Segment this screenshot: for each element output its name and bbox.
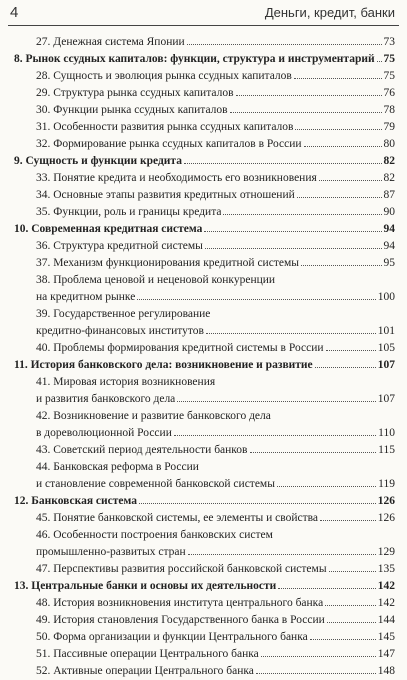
toc-entry-row	[14, 68, 395, 85]
toc-chapter-row	[14, 357, 395, 374]
toc-page-number: 135	[377, 563, 395, 575]
dot-leader	[304, 146, 382, 147]
toc-entry-row	[14, 289, 395, 306]
toc-entry-title: 32. Формирование рынка ссудных капиталов в России	[36, 138, 302, 150]
toc-page-number: 101	[377, 325, 395, 337]
dot-leader	[187, 44, 382, 45]
dot-leader	[137, 299, 375, 300]
toc-entry-row	[14, 527, 395, 544]
toc-page-number: 144	[377, 614, 395, 626]
toc-entry-title: 33. Понятие кредита и необходимость его возникновения	[36, 172, 317, 184]
toc-page-number: 147	[377, 648, 395, 660]
toc-page-number: 107	[377, 359, 395, 371]
toc-chapter-title: 8. Рынок ссудных капиталов: функции, структура и инструментарий	[14, 53, 375, 65]
toc-chapter-title: 13. Центральные банки и основы их деятельности	[14, 580, 277, 592]
toc-chapter-row	[14, 153, 395, 170]
toc-page-number: 126	[377, 512, 395, 524]
toc-entry-title: 39. Государственное регулирование	[36, 308, 211, 320]
toc-entry-row	[14, 204, 395, 221]
toc-page-number: 80	[383, 138, 395, 150]
toc-entry-title: 52. Активные операции Центрального банка	[36, 665, 254, 677]
toc-page-number: 148	[377, 665, 395, 677]
toc-chapter-title: 9. Сущность и функции кредита	[14, 155, 182, 167]
dot-leader	[174, 435, 376, 436]
toc-page-number: 126	[377, 495, 395, 507]
toc-page-number: 100	[377, 291, 395, 303]
toc-entry-title: и развития банковского дела	[36, 393, 176, 405]
toc-page-number: 105	[377, 342, 395, 354]
running-title: Деньги, кредит, банки	[264, 5, 395, 20]
toc-entry-title: 48. История возникновения института центрального банка	[36, 597, 324, 609]
toc-entry-title: 30. Функции рынка ссудных капиталов	[36, 104, 228, 116]
toc-entry-title: 42. Возникновение и развитие банковского дела	[36, 410, 271, 422]
toc-entry-title: 36. Структура кредитной системы	[36, 240, 203, 252]
toc-page-number: 87	[383, 189, 395, 201]
toc-entry-row	[14, 595, 395, 612]
toc-chapter-title: 11. История банковского дела: возникновение и развитие	[14, 359, 313, 371]
toc-entry-row	[14, 476, 395, 493]
table-of-contents	[14, 34, 395, 680]
toc-entry-row	[14, 187, 395, 204]
toc-entry-title: 43. Советский период деятельности банков	[36, 444, 248, 456]
dot-leader	[310, 639, 376, 640]
toc-entry-row	[14, 629, 395, 646]
dot-leader	[236, 95, 382, 96]
page-number: 4	[10, 4, 19, 21]
toc-entry-row	[14, 136, 395, 153]
dot-leader	[223, 214, 381, 215]
dot-leader	[177, 401, 375, 402]
dot-leader	[277, 486, 376, 487]
toc-entry-row	[14, 391, 395, 408]
toc-page-number: 90	[383, 206, 395, 218]
toc-entry-title: 49. История становления Государственного банка в России	[36, 614, 325, 626]
toc-entry-row	[14, 646, 395, 663]
toc-entry-title: на кредитном рынке	[36, 291, 136, 303]
toc-entry-title: 51. Пассивные операции Центрального банка	[36, 648, 259, 660]
dot-leader	[294, 78, 382, 79]
toc-entry-row	[14, 663, 395, 680]
toc-page-number: 82	[383, 155, 395, 167]
toc-page-number: 79	[383, 121, 395, 133]
dot-leader	[188, 554, 376, 555]
toc-page-number: 94	[383, 223, 395, 235]
toc-entry-title: 40. Проблемы формирования кредитной системы в России	[36, 342, 324, 354]
dot-leader	[184, 163, 382, 164]
dot-leader	[205, 248, 382, 249]
toc-entry-row	[14, 85, 395, 102]
toc-entry-title: кредитно-финансовых институтов	[36, 325, 204, 337]
dot-leader	[278, 588, 375, 589]
toc-entry-title: в дореволюционной России	[36, 427, 172, 439]
toc-entry-title: 27. Денежная система Японии	[36, 36, 185, 48]
toc-entry-title: 41. Мировая история возникновения	[36, 376, 216, 388]
toc-entry-title: 50. Форма организации и функции Центрального банка	[36, 631, 308, 643]
toc-entry-title: 45. Понятие банковской системы, ее элементы и свойства	[36, 512, 318, 524]
toc-page-number: 142	[377, 580, 395, 592]
dot-leader	[319, 180, 382, 181]
toc-entry-row	[14, 510, 395, 527]
toc-entry-title: 47. Перспективы развития российской банковской системы	[36, 563, 327, 575]
toc-page-number: 73	[383, 36, 395, 48]
toc-entry-row	[14, 442, 395, 459]
toc-page-number: 142	[377, 597, 395, 609]
toc-entry-title: 37. Механизм функционирования кредитной системы	[36, 257, 299, 269]
toc-page-number: 78	[383, 104, 395, 116]
dot-leader	[230, 112, 382, 113]
toc-entry-row	[14, 119, 395, 136]
toc-entry-row	[14, 306, 395, 323]
toc-entry-row	[14, 255, 395, 272]
toc-entry-title: 35. Функции, роль и границы кредита	[36, 206, 222, 218]
toc-page-number: 95	[383, 257, 395, 269]
toc-entry-row	[14, 408, 395, 425]
toc-entry-row	[14, 374, 395, 391]
toc-entry-row	[14, 459, 395, 476]
dot-leader	[327, 622, 376, 623]
toc-entry-row	[14, 238, 395, 255]
toc-chapter-row	[14, 578, 395, 595]
toc-page-number: 76	[383, 87, 395, 99]
dot-leader	[315, 367, 376, 368]
toc-entry-title: 28. Сущность и эволюция рынка ссудных капиталов	[36, 70, 292, 82]
toc-entry-title: 31. Особенности развития рынка ссудных капиталов	[36, 121, 294, 133]
toc-page-number: 110	[378, 427, 395, 439]
toc-entry-title: 44. Банковская реформа в России	[36, 461, 199, 473]
toc-page-number: 145	[377, 631, 395, 643]
toc-chapter-title: 12. Банковская система	[14, 495, 138, 507]
toc-entry-title: промышленно-развитых стран	[36, 546, 186, 558]
toc-entry-row	[14, 272, 395, 289]
toc-chapter-row	[14, 221, 395, 238]
toc-entry-title: 46. Особенности построения банковских систем	[36, 529, 273, 541]
dot-leader	[301, 265, 382, 266]
dot-leader	[139, 503, 376, 504]
dot-leader	[325, 605, 376, 606]
page-header	[0, 0, 407, 26]
toc-entry-title: 38. Проблема ценовой и неценовой конкуренции	[36, 274, 276, 286]
toc-entry-title: 34. Основные этапы развития кредитных отношений	[36, 189, 295, 201]
dot-leader	[256, 673, 376, 674]
toc-page-number: 75	[383, 70, 395, 82]
toc-entry-row	[14, 102, 395, 119]
toc-entry-row	[14, 544, 395, 561]
toc-page-number: 107	[377, 393, 395, 405]
toc-page-number: 115	[378, 444, 395, 456]
toc-entry-row	[14, 34, 395, 51]
toc-entry-title: и становление современной банковской системы	[36, 478, 275, 490]
header-rule	[8, 25, 399, 26]
toc-chapter-row	[14, 51, 395, 68]
dot-leader	[206, 333, 376, 334]
toc-entry-row	[14, 425, 395, 442]
toc-chapter-title: 10. Современная кредитная система	[14, 223, 203, 235]
dot-leader	[329, 571, 376, 572]
dot-leader	[250, 452, 377, 453]
dot-leader	[295, 129, 381, 130]
toc-page-number: 94	[383, 240, 395, 252]
toc-entry-row	[14, 561, 395, 578]
dot-leader	[204, 231, 381, 232]
toc-page-number: 119	[378, 478, 395, 490]
dot-leader	[261, 656, 376, 657]
toc-entry-row	[14, 323, 395, 340]
dot-leader	[377, 61, 382, 62]
dot-leader	[326, 350, 376, 351]
toc-entry-title: 29. Структура рынка ссудных капиталов	[36, 87, 234, 99]
toc-chapter-row	[14, 493, 395, 510]
dot-leader	[297, 197, 382, 198]
dot-leader	[320, 520, 376, 521]
toc-page-number: 75	[383, 53, 395, 65]
toc-entry-row	[14, 340, 395, 357]
toc-entry-row	[14, 170, 395, 187]
toc-entry-row	[14, 612, 395, 629]
toc-page-number: 82	[383, 172, 395, 184]
toc-page-number: 129	[377, 546, 395, 558]
